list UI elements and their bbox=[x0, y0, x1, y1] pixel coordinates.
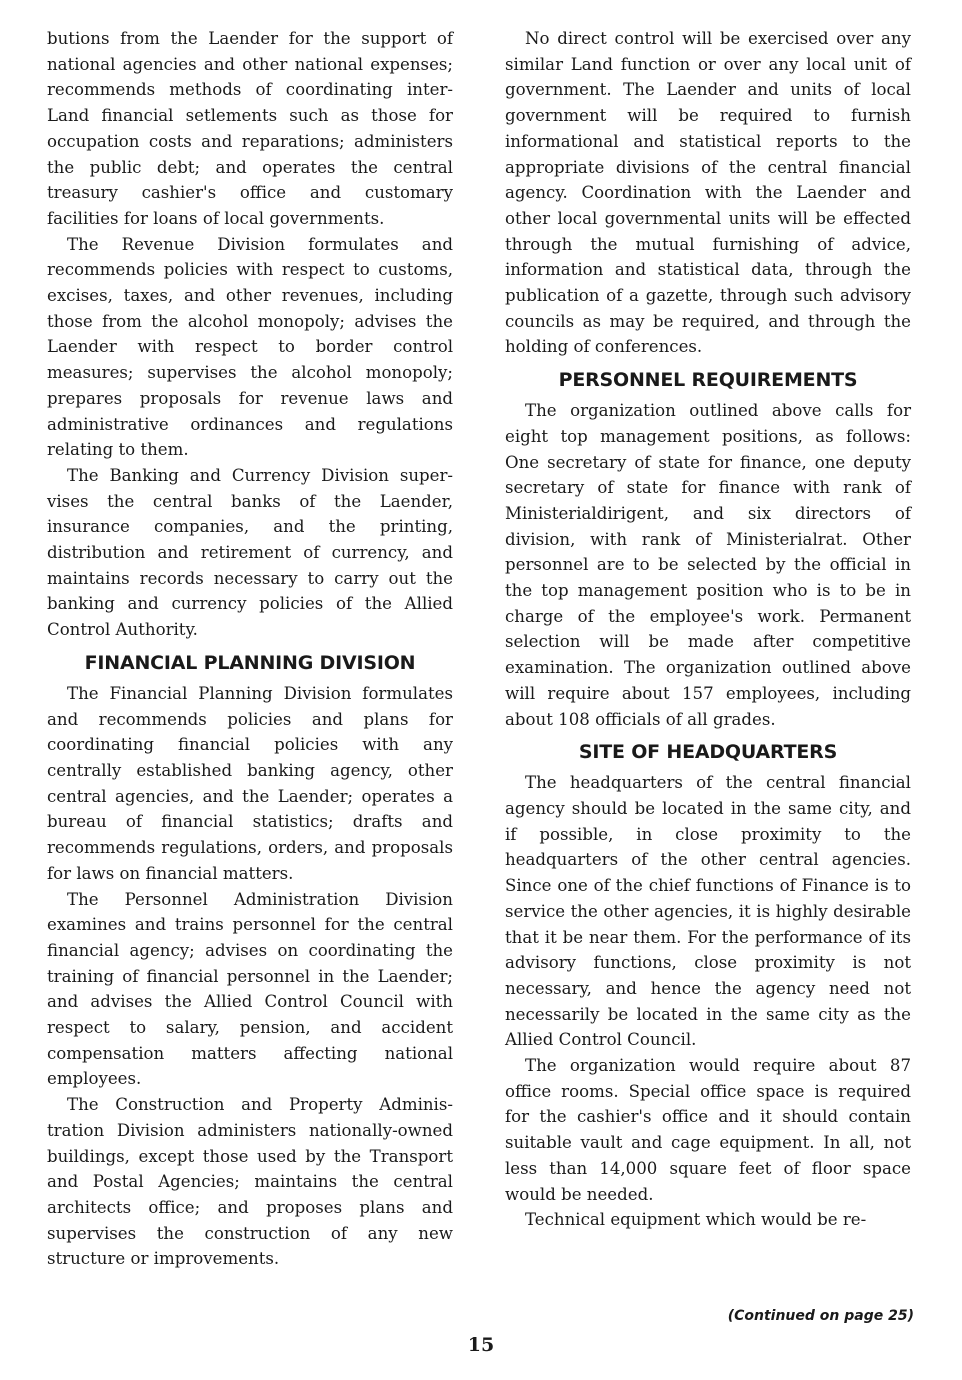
paragraph-financial-planning-division: The Financial Planning Division formulates and recommends policies and plans for coordinating financial policies with any centrally established banking agency, other central agencies, and the Laender; operates a bureau of financial statistics; drafts and recommends regulations, orders, and proposals for laws on financial matters. bbox=[47, 683, 453, 883]
left-column bbox=[47, 26, 453, 1272]
paragraph-construction-property-division: The Construction and Property Administration Division administers nationally-owned buildings, except those used by the Transport and Postal Agencies; maintains the central architects office; and proposes plans and supervises the construction of any new structure or improvements. bbox=[47, 1095, 453, 1269]
paragraph-headquarters-location: The headquarters of the central financial agency should be located in the same city, and if possible, in close proximity to the headquarters of the other central agencies. Since one of the chief functions of Finance is to service the other agencies, it is highly desirable that it be near them. For the performance of its advisory functions, close proximity is not necessary, and hence the agency need not necessarily be located in the same city as the Allied Control Council. bbox=[505, 773, 911, 1050]
paragraph-technical-equipment: Technical equipment which would be re- bbox=[525, 1210, 867, 1230]
page-number: 15 bbox=[467, 1334, 495, 1356]
paragraph-banking-currency-division: The Banking and Currency Division supervises the central banks of the Laender, insurance companies, and the printing, distribution and retirement of currency, and maintains records necessary to carry out the banking and currency policies of the Allied Control Authority. bbox=[47, 465, 453, 640]
continued-note: (Continued on page 25) bbox=[727, 1308, 914, 1324]
paragraph-office-rooms: The organization would require about 87 office rooms. Special office space is required for the cashier's office and it should contain suitable vault and cage equipment. In all, not less than 14,000 square feet of floor space would be needed. bbox=[505, 1056, 911, 1204]
paragraph-personnel-administration-division: The Personnel Administration Division examines and trains personnel for the central financial agency; advises on coordinating the training of financial personnel in the Laender; and advises the Allied Control Council with respect to salary, pension, and accident compensation matters affecting national employees. bbox=[47, 889, 453, 1089]
paragraph-direct-control: No direct control will be exercised over any similar Land function or over any local unit of government. The Laender and units of local government will be required to furnish informational and statistical reports to the appropriate divisions of the central financial agency. Coordination with the Laender and other local governmental units will be effected through the mutual furnishing of advice, information and statistical data, through the publication of a gazette, through such advisory councils as may be required, and through the holding of conferences. bbox=[505, 29, 911, 357]
heading-personnel-requirements: PERSONNEL REQUIREMENTS bbox=[558, 369, 858, 392]
right-column bbox=[505, 26, 911, 1233]
heading-site-of-headquarters: SITE OF HEADQUARTERS bbox=[578, 741, 838, 764]
paragraph-revenue-division: The Revenue Division formulates and recommends policies with respect to customs, excises, taxes, and other revenues, including those from the alcohol monopoly; advises the Laender with respect to border control measures; supervises the alcohol monopoly; prepares proposals for revenue laws and administrative ordinances and regulations relating to them. bbox=[47, 234, 453, 460]
paragraph-personnel-requirements: The organization outlined above calls for eight top management positions, as follows: One secretary of state for finance, one deputy secretary of state for finance with rank of Ministerialdirigent, and six directors of division, with rank of Ministerialrat. Other personnel are to be selected by the official in the top management position who is to be in charge of the employee's work. Permanent selection will be made after competitive examination. The organization outlined above will require about 157 employees, including about 108 officials of all grades. bbox=[505, 401, 911, 729]
paragraph-continuation: butions from the Laender for the support of national agencies and other national expenses; recommends methods of coordinating inter-Land financial setlements such as those for occupation costs and reparations; administers the public debt; and operates the central treasury cashier's office and customary facilities for loans of local governments. bbox=[47, 29, 453, 228]
heading-financial-planning-division: FINANCIAL PLANNING DIVISION bbox=[84, 651, 416, 674]
